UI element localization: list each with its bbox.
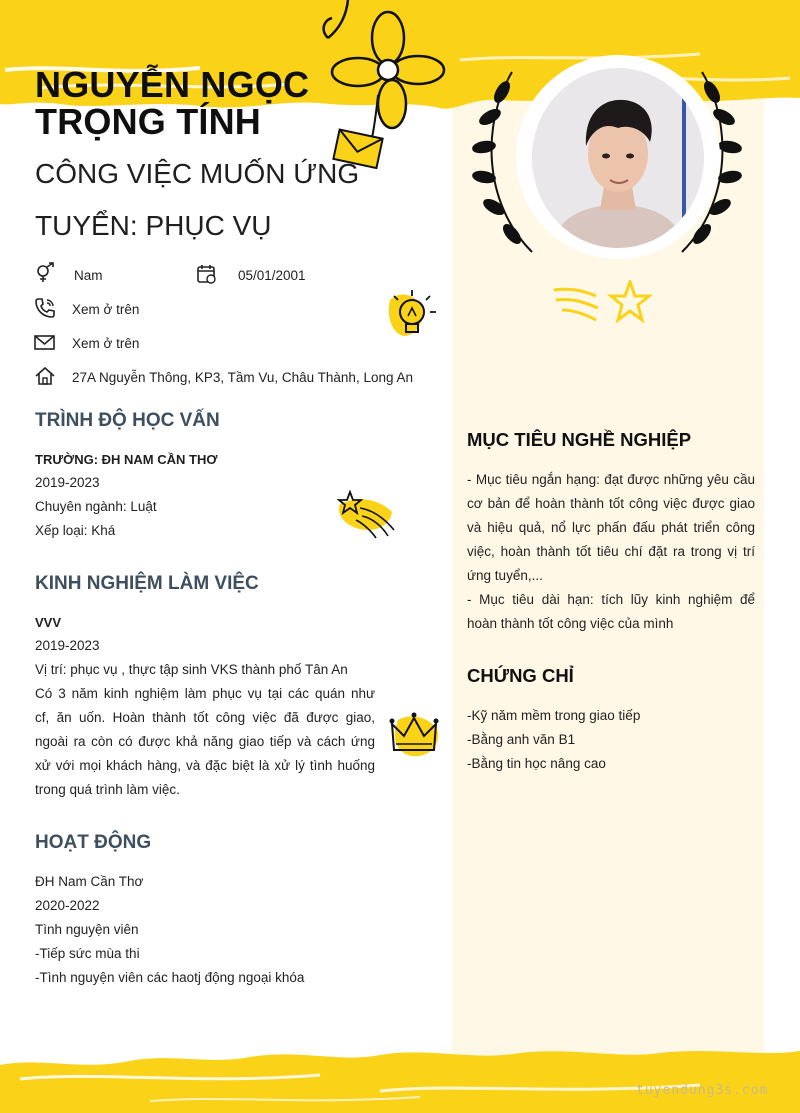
experience-line: cf, ăn uốn. Hoàn thành tốt công việc đã được giao, xyxy=(35,710,375,725)
activities-title: HOẠT ĐỘNG xyxy=(35,832,152,853)
experience-line: ngoài ra còn có được khả năng giao tiếp và cách ứng xyxy=(35,734,375,749)
objective-title: MỤC TIÊU NGHỀ NGHIỆP xyxy=(467,429,692,450)
job-title-line-2: TUYỂN: PHỤC VỤ xyxy=(35,210,272,241)
lightbulb-doodle-icon xyxy=(386,286,448,348)
objective-line: và hiệu quả, nổ lực phấn đấu phát triển công xyxy=(467,520,755,535)
experience-years: 2019-2023 xyxy=(35,638,100,653)
job-title-line-1: CÔNG VIỆC MUỐN ỨNG xyxy=(35,158,360,189)
certificates-title: CHỨNG CHỈ xyxy=(467,665,574,686)
email-icon xyxy=(34,332,56,354)
objective-text xyxy=(467,468,755,636)
education-school: TRƯỜNG: ĐH NAM CẦN THƠ xyxy=(35,452,218,467)
phone-value: Xem ở trên xyxy=(72,302,140,317)
watermark: tuyendung3s.com xyxy=(636,1083,769,1098)
experience-title: KINH NGHIỆM LÀM VIỆC xyxy=(35,573,259,594)
objective-line: cơ bản để hoàn thành tốt công việc được giao xyxy=(467,496,755,511)
home-icon xyxy=(34,365,56,387)
objective-line: hoàn thành tốt công việc của mình xyxy=(467,616,674,631)
avatar xyxy=(532,68,704,248)
certificate-item: -Bằng tin học nâng cao xyxy=(467,756,606,771)
experience-position: Vị trí: phục vụ , thực tập sinh VKS thành phố Tân An xyxy=(35,662,348,677)
experience-line: xử với mọi khách hàng, và đặc biệt là xử lý tình huống xyxy=(35,758,375,773)
job-title xyxy=(35,148,395,252)
star-doodle-icon xyxy=(552,280,652,324)
birthday-value: 05/01/2001 xyxy=(238,268,306,283)
email-value: Xem ở trên xyxy=(72,336,140,351)
objective-line: ứng tuyển,... xyxy=(467,568,543,583)
gender-value: Nam xyxy=(74,268,103,283)
education-years: 2019-2023 xyxy=(35,475,100,490)
calendar-icon xyxy=(196,263,218,285)
activities-role: Tình nguyện viên xyxy=(35,922,139,937)
experience-description xyxy=(35,682,375,802)
objective-line: - Mục tiêu dài hạn: tích lũy kinh nghiệm để xyxy=(467,592,755,607)
experience-company: VVV xyxy=(35,615,62,630)
education-title: TRÌNH ĐỘ HỌC VẤN xyxy=(35,410,220,431)
activities-item: -Tiếp sức mùa thi xyxy=(35,946,140,961)
objective-line: - Mục tiêu ngắn hạng: đạt được những yêu cầu xyxy=(467,472,755,487)
activities-org: ĐH Nam Cần Thơ xyxy=(35,874,144,889)
phone-icon xyxy=(34,297,56,319)
crown-doodle-icon xyxy=(388,710,442,762)
candidate-name: NGUYỄN NGỌC TRỌNG TÍNH xyxy=(35,64,310,142)
bottom-paint-band xyxy=(0,1035,800,1113)
objective-line: việc, hoàn thành tốt tiêu chí đặt ra trong vị trí xyxy=(467,544,755,559)
gender-icon xyxy=(34,262,56,284)
certificate-item: -Kỹ năm mềm trong giao tiếp xyxy=(467,708,641,723)
address-value: 27A Nguyễn Thông, KP3, Tầm Vu, Châu Thành, Long An xyxy=(72,370,413,385)
education-major: Chuyên ngành: Luật xyxy=(35,499,157,514)
shooting-star-doodle-icon xyxy=(334,488,400,540)
experience-line: Có 3 năm kinh nghiệm làm phục vụ tại các quán như xyxy=(35,686,375,701)
activities-years: 2020-2022 xyxy=(35,898,100,913)
education-grade: Xếp loại: Khá xyxy=(35,523,116,538)
certificate-item: -Bằng anh văn B1 xyxy=(467,732,576,747)
experience-line: trong quá trình làm việc. xyxy=(35,782,180,797)
activities-item: -Tình nguyện viên các haotj động ngoại khóa xyxy=(35,970,305,985)
